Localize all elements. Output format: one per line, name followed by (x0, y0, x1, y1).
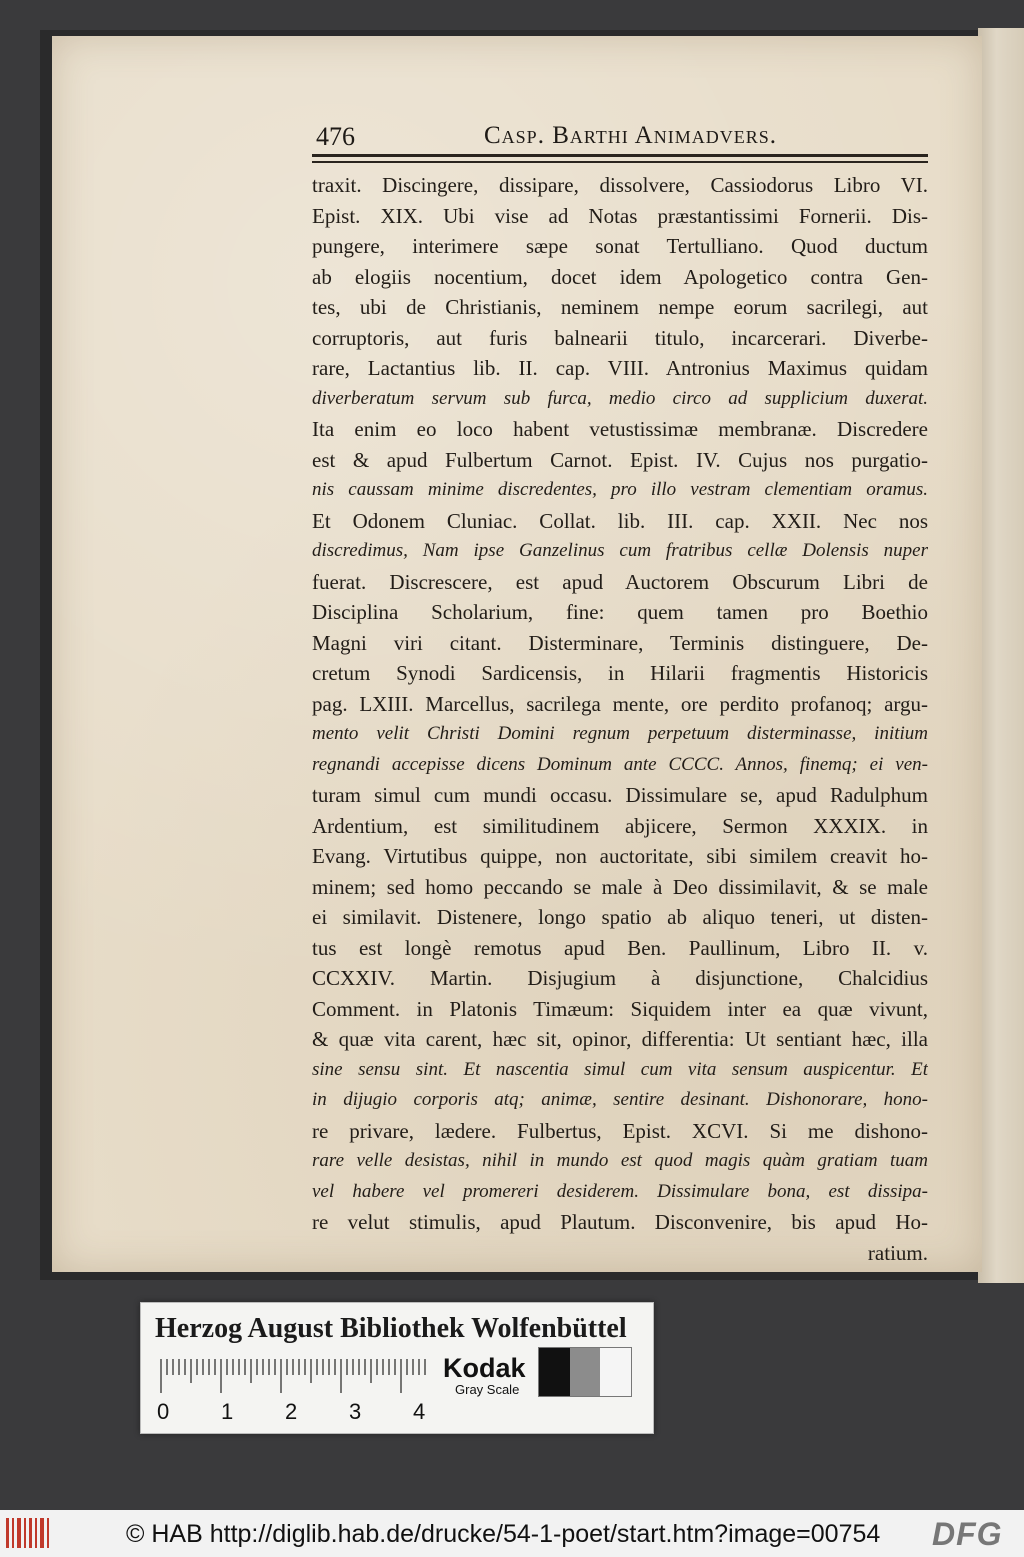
text-line: Ita enim eo loco habent vetustissimæ membranæ. Discredere (312, 417, 928, 441)
text-line: re velut stimulis, apud Plautum. Disconvenire, bis apud Ho- (312, 1210, 928, 1234)
footer-bar (0, 1510, 1024, 1557)
text-line: Et Odonem Cluniac. Collat. lib. III. cap. XXII. Nec nos (312, 508, 928, 533)
facing-page-edge (978, 28, 1024, 1283)
kodak-logo: Kodak (443, 1353, 526, 1383)
text-line: minem; sed homo peccando se male à Deo dissimilavit, & se male (312, 874, 928, 899)
gray-swatch (570, 1348, 601, 1396)
page-number: 476 (316, 122, 355, 151)
barcode-icon (6, 1518, 50, 1548)
text-line: vel habere vel promereri desiderem. Dissimulare bona, est dissipa- (312, 1180, 928, 1202)
gray-swatch (600, 1348, 631, 1396)
text-line: CCXXIV. Martin. Disjugium à disjunctione, Chalcidius (312, 966, 928, 990)
text-line: ei similavit. Distenere, longo spatio ab aliquo teneri, ut disten- (312, 905, 928, 929)
ruler-number: 1 (221, 1399, 234, 1424)
text-line: fuerat. Discrescere, est apud Auctorem Obscurum Libri de (312, 569, 928, 594)
text-line: Magni viri citant. Disterminare, Terminis distinguere, De- (312, 630, 928, 655)
text-line: Ardentium, est similitudinem abjicere, Sermon XXXIX. in (312, 813, 928, 838)
page-header (312, 92, 932, 151)
text-line: turam simul cum mundi occasu. Dissimulare se, apud Radulphum (312, 783, 928, 807)
header-rule-thin (312, 161, 928, 163)
text-line: Epist. XIX. Ubi vise ad Notas præstantissimi Fornerii. Dis- (312, 203, 928, 228)
ruler-number: 4 (413, 1399, 426, 1424)
copyright-link[interactable]: © HAB http://diglib.hab.de/drucke/54-1-poet/start.htm?image=00754 (126, 1520, 881, 1548)
text-line: & quæ vita carent, hæc sit, opinor, differentia: Ut sentiant hæc, illa (312, 1027, 928, 1051)
text-line: mento velit Christi Domini regnum perpetuum disterminasse, initium (312, 723, 928, 744)
text-line: tes, ubi de Christianis, neminem nempe eorum sacrilegi, aut (312, 295, 928, 319)
text-line: est & apud Fulbertum Carnot. Epist. IV. Cujus nos purgatio- (312, 447, 928, 472)
text-line: ratium. (867, 1240, 928, 1265)
library-name: Herzog August Bibliothek Wolfenbüttel (155, 1313, 627, 1344)
text-line: Disciplina Scholarium, fine: quem tamen pro Boethio (312, 600, 928, 624)
text-line: nis caussam minime discredentes, pro illo vestram clementiam oramus. (312, 479, 928, 500)
text-line: sine sensu sint. Et nascentia simul cum vita sensum auspicentur. Et (312, 1058, 928, 1080)
text-line: corruptoris, aut furis balnearii titulo, incarcerari. Diverbe- (312, 325, 928, 350)
ruler-number: 3 (349, 1399, 362, 1424)
text-line: re privare, lædere. Fulbertus, Epist. XCVI. Si me dishono- (312, 1118, 928, 1143)
dfg-logo: DFG (932, 1516, 1003, 1552)
text-line: rare, Lactantius lib. II. cap. VIII. Antronius Maximus quidam (312, 356, 928, 380)
gray-swatch (539, 1348, 570, 1396)
text-line: cretum Synodi Sardicensis, in Hilarii fragmentis Historicis (312, 661, 928, 685)
color-reference-card (140, 1302, 654, 1434)
text-line: in dijugio corporis atq; animæ, sentire desinant. Dishonorare, hono- (312, 1089, 928, 1110)
header-rule (312, 154, 928, 157)
running-head: Casp. Barthi Animadvers. (484, 122, 777, 149)
text-line: traxit. Discingere, dissipare, dissolvere, Cassiodorus Libro VI. (312, 173, 928, 197)
page-body-text (312, 170, 928, 1268)
gray-scale-label: Gray Scale (455, 1382, 520, 1397)
scale-ruler (159, 1357, 429, 1397)
text-line: discredimus, Nam ipse Ganzelinus cum fratribus cellæ Dolensis nuper (312, 540, 928, 561)
text-line: diverberatum servum sub furca, medio circo ad supplicium duxerat. (312, 387, 928, 409)
ruler-number: 2 (285, 1399, 298, 1424)
text-line: pungere, interimere sæpe sonat Tertulliano. Quod ductum (312, 234, 928, 258)
text-line: pag. LXIII. Marcellus, sacrilega mente, ore perdito profanoq; argu- (312, 691, 928, 716)
text-line: Comment. in Platonis Timæum: Siquidem inter ea quæ vivunt, (312, 996, 928, 1021)
text-line: rare velle desistas, nihil in mundo est quod magis quàm gratiam tuam (312, 1150, 928, 1171)
gray-scale-swatches (538, 1347, 632, 1397)
ruler-number: 0 (157, 1399, 170, 1424)
text-line: Evang. Virtutibus quippe, non auctoritate, sibi similem creavit ho- (312, 844, 928, 868)
text-line: ab elogiis nocentium, docet idem Apologetico contra Gen- (312, 264, 928, 289)
text-line: regnandi accepisse dicens Dominum ante CCCC. Annos, finemq; ei ven- (312, 753, 928, 775)
text-line: tus est longè remotus apud Ben. Paullinum, Libro II. v. (312, 935, 928, 960)
